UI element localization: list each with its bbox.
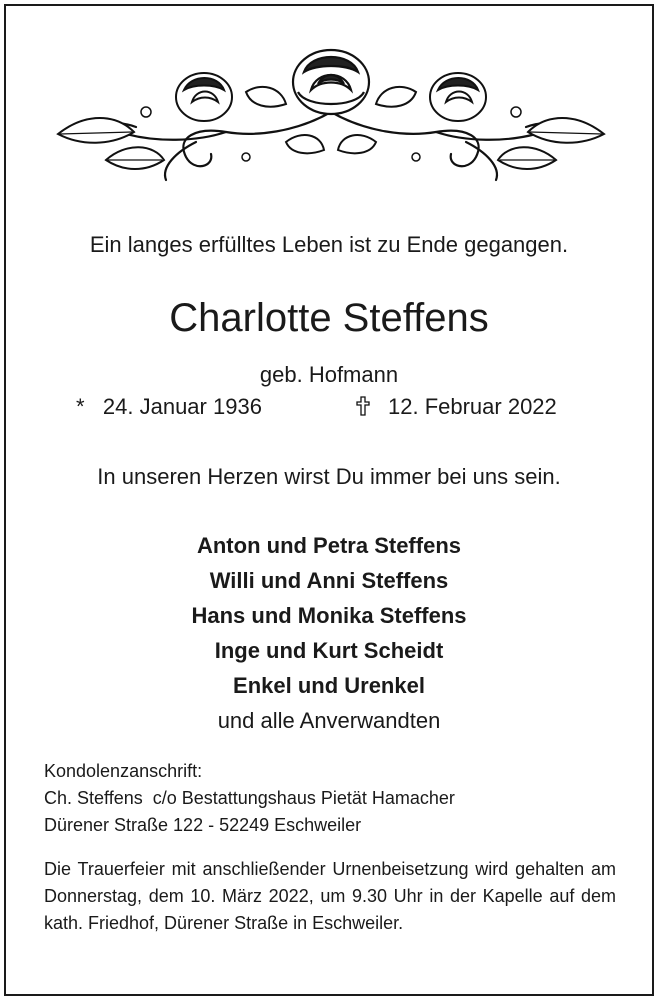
intro-line: Ein langes erfülltes Leben ist zu Ende gegangen. bbox=[89, 232, 569, 257]
condolence-address bbox=[44, 758, 455, 839]
birth-star-symbol: * bbox=[76, 394, 85, 419]
death-date: 12. Februar 2022 bbox=[388, 394, 557, 419]
mourners-list bbox=[6, 528, 652, 738]
address-line-1: Ch. Steffens c/o Bestattungshaus Pietät Hamacher bbox=[44, 788, 455, 808]
mourners-closing: und alle Anverwandten bbox=[217, 708, 441, 733]
address-label: Kondolenzanschrift: bbox=[44, 761, 203, 781]
mourner-row: Hans und Monika Steffens bbox=[191, 603, 467, 628]
ceremony-details: Die Trauerfeier mit anschließender Urnenbeisetzung wird gehalten am Donnerstag, dem 10. März 2022, um 9.30 Uhr in der Kapelle auf dem kath. Friedhof, Dürener Straße in Eschweiler. bbox=[44, 859, 616, 933]
mourner-row: Willi und Anni Steffens bbox=[209, 568, 449, 593]
cross-icon bbox=[356, 396, 370, 416]
death-date-group bbox=[356, 394, 557, 420]
birth-date-group bbox=[76, 394, 262, 420]
mourner-row: Anton und Petra Steffens bbox=[196, 533, 461, 558]
mourner-row: Inge und Kurt Scheidt bbox=[214, 638, 444, 663]
deceased-name: Charlotte Steffens bbox=[169, 296, 489, 340]
address-line-2: Dürener Straße 122 - 52249 Eschweiler bbox=[44, 815, 362, 835]
birth-name: geb. Hofmann bbox=[259, 362, 399, 387]
birth-date: 24. Januar 1936 bbox=[102, 394, 262, 419]
mourner-row: Enkel und Urenkel bbox=[233, 673, 425, 698]
obituary-notice bbox=[4, 4, 654, 996]
motto-line: In unseren Herzen wirst Du immer bei uns sein. bbox=[97, 464, 561, 489]
roses-ornament-icon bbox=[46, 42, 616, 192]
